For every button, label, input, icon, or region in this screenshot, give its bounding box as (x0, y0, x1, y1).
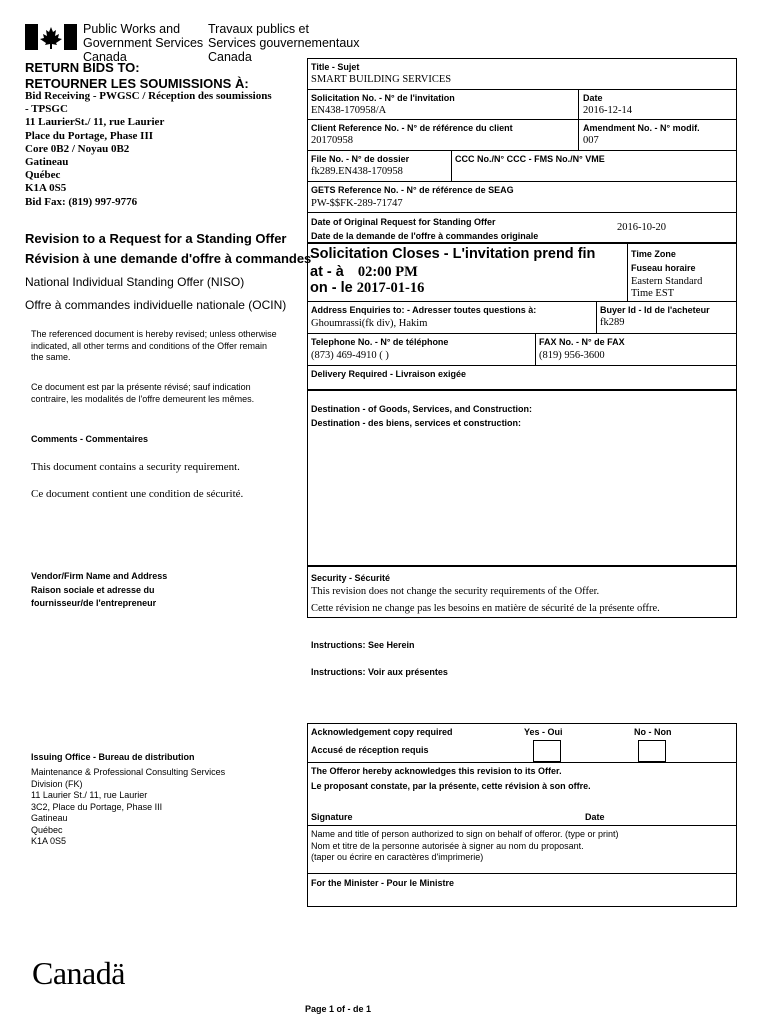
offeror-ack-fr: Le proposant constate, par la présente, cette révision à son offre. (311, 781, 591, 791)
revision-note-fr: Ce document est par la présente révisé; sauf indication contraire, les modalités de l'offre demeurent les mêmes. (31, 382, 255, 404)
ack-yes-checkbox[interactable] (533, 740, 561, 762)
delivery-label: Delivery Required - Livraison exigée (311, 369, 467, 379)
comments-line-fr: Ce document contient une condition de sécurité. (31, 488, 244, 500)
amendment-value: 007 (583, 135, 599, 146)
address-enq-label: Address Enquiries to: - Adresser toutes questions à: (311, 305, 537, 315)
orig-date-value: 2016-10-20 (617, 222, 666, 233)
phone-label: Telephone No. - N° de téléphone (311, 337, 449, 347)
revision-title: Revision to a Request for a Standing Offer Révision à une demande d'offre à commandes (25, 231, 312, 266)
ack-label-fr: Accusé de réception requis (311, 745, 429, 755)
signature-line (307, 825, 737, 826)
canada-wordmark: Canadä (32, 955, 125, 991)
date-value: 2016-12-14 (583, 105, 632, 116)
signature-date-label: Date (585, 812, 605, 822)
client-ref-label: Client Reference No. - N° de référence du client (311, 123, 513, 133)
ack-no-checkbox[interactable] (638, 740, 666, 762)
ack-label-en: Acknowledgement copy required (311, 727, 453, 737)
tz-value: Eastern Standard Time EST (631, 276, 703, 299)
signature-label: Signature (311, 812, 353, 822)
closes-time: 02:00 PM (357, 264, 418, 280)
ack-yes-label: Yes - Oui (524, 727, 563, 737)
security-label: Security - Sécurité (311, 573, 391, 583)
address-enq-value: Ghoumrassi(fk div), Hakim (311, 318, 428, 329)
file-label: File No. - N° de dossier (311, 154, 410, 164)
solicitation-label: Solicitation No. - N° de l'invitation (311, 93, 455, 103)
destination-label: Destination - of Goods, Services, and Construction: Destination - des biens, services et construction: (311, 404, 533, 428)
closes-on-label: on - le (310, 280, 353, 296)
fax-label: FAX No. - N° de FAX (539, 337, 625, 347)
date-label: Date (583, 93, 603, 103)
tz-label: Time Zone Fuseau horaire (631, 249, 696, 273)
dept-name-fr: Travaux publics et Services gouvernementaux Canada (208, 22, 360, 64)
comments-line-en: This document contains a security requirement. (31, 461, 240, 473)
vendor-label: Vendor/Firm Name and Address Raison sociale et adresse du fournisseur/de l'entrepreneur (31, 571, 168, 608)
revision-note-en: The referenced document is hereby revised; unless otherwise indicated, all other terms and conditions of the Offer remain the same. (31, 329, 277, 362)
security-text-fr: Cette révision ne change pas les besoins en matière de sécurité de la présente offre. (311, 603, 660, 614)
niso-label: National Individual Standing Offer (NISO) Offre à commandes individuelle nationale (OCIN) (25, 275, 287, 312)
offeror-ack-en: The Offeror hereby acknowledges this revision to its Offer. (311, 766, 562, 776)
security-text-en: This revision does not change the security requirements of the Offer. (311, 586, 600, 597)
solicitation-value: EN438-170958/A (311, 105, 387, 116)
instructions-fr: Instructions: Voir aux présentes (311, 667, 448, 677)
closes-at-label: at - à (310, 264, 344, 280)
title-label: Title - Sujet (311, 62, 360, 72)
return-bids-address: Bid Receiving - PWGSC / Réception des soumissions - TPSGC 11 LaurierSt./ 11, rue Laurier Place du Portage, Phase III Core 0B2 / Noyau 0B2 Gatineau Québec K1A 0S5 Bid Fax: (819) 997-9776 (25, 90, 272, 208)
return-bids-title: RETURN BIDS TO: RETOURNER LES SOUMISSIONS À: (25, 60, 249, 91)
closes-line1: Solicitation Closes - L'invitation prend fin (310, 246, 596, 262)
file-value: fk289.EN438-170958 (311, 166, 403, 177)
signature-note: Name and title of person authorized to sign on behalf of offeror. (type or print) Nom et titre de la personne autorisée à signer au nom du proposant. (taper ou écrire en caractères d'imprimerie) (311, 829, 619, 862)
phone-value: (873) 469-4910 ( ) (311, 350, 389, 361)
amendment-label: Amendment No. - N° modif. (583, 123, 700, 133)
buyer-label: Buyer Id - Id de l'acheteur (600, 305, 710, 315)
instructions-en: Instructions: See Herein (311, 640, 415, 650)
closes-date: 2017-01-16 (356, 280, 425, 296)
issuing-office-label: Issuing Office - Bureau de distribution (31, 752, 195, 762)
orig-date-label: Date of Original Request for Standing Offer Date de la demande de l'offre à commandes originale (311, 217, 539, 241)
minister-label: For the Minister - Pour le Ministre (311, 878, 455, 888)
issuing-office-address: Maintenance & Professional Consulting Services Division (FK) 11 Laurier St./ 11, rue Laurier 3C2, Place du Portage, Phase III Gatineau Québec K1A 0S5 (31, 767, 226, 846)
dept-name-en: Public Works and Government Services Canada (83, 22, 204, 64)
closes-date-line (310, 279, 424, 297)
title-value: SMART BUILDING SERVICES (311, 74, 452, 85)
ccc-label: CCC No./N° CCC - FMS No./N° VME (455, 154, 605, 164)
buyer-value: fk289 (600, 317, 625, 328)
gets-value: PW-$$FK-289-71747 (311, 198, 403, 209)
comments-label: Comments - Commentaires (31, 434, 149, 444)
gets-label: GETS Reference No. - N° de référence de SEAG (311, 185, 514, 195)
client-ref-value: 20170958 (311, 135, 353, 146)
ack-no-label: No - Non (634, 727, 672, 737)
page-number: Page 1 of - de 1 (305, 1004, 372, 1014)
canada-flag-icon (25, 24, 77, 50)
fax-value: (819) 956-3600 (539, 350, 605, 361)
